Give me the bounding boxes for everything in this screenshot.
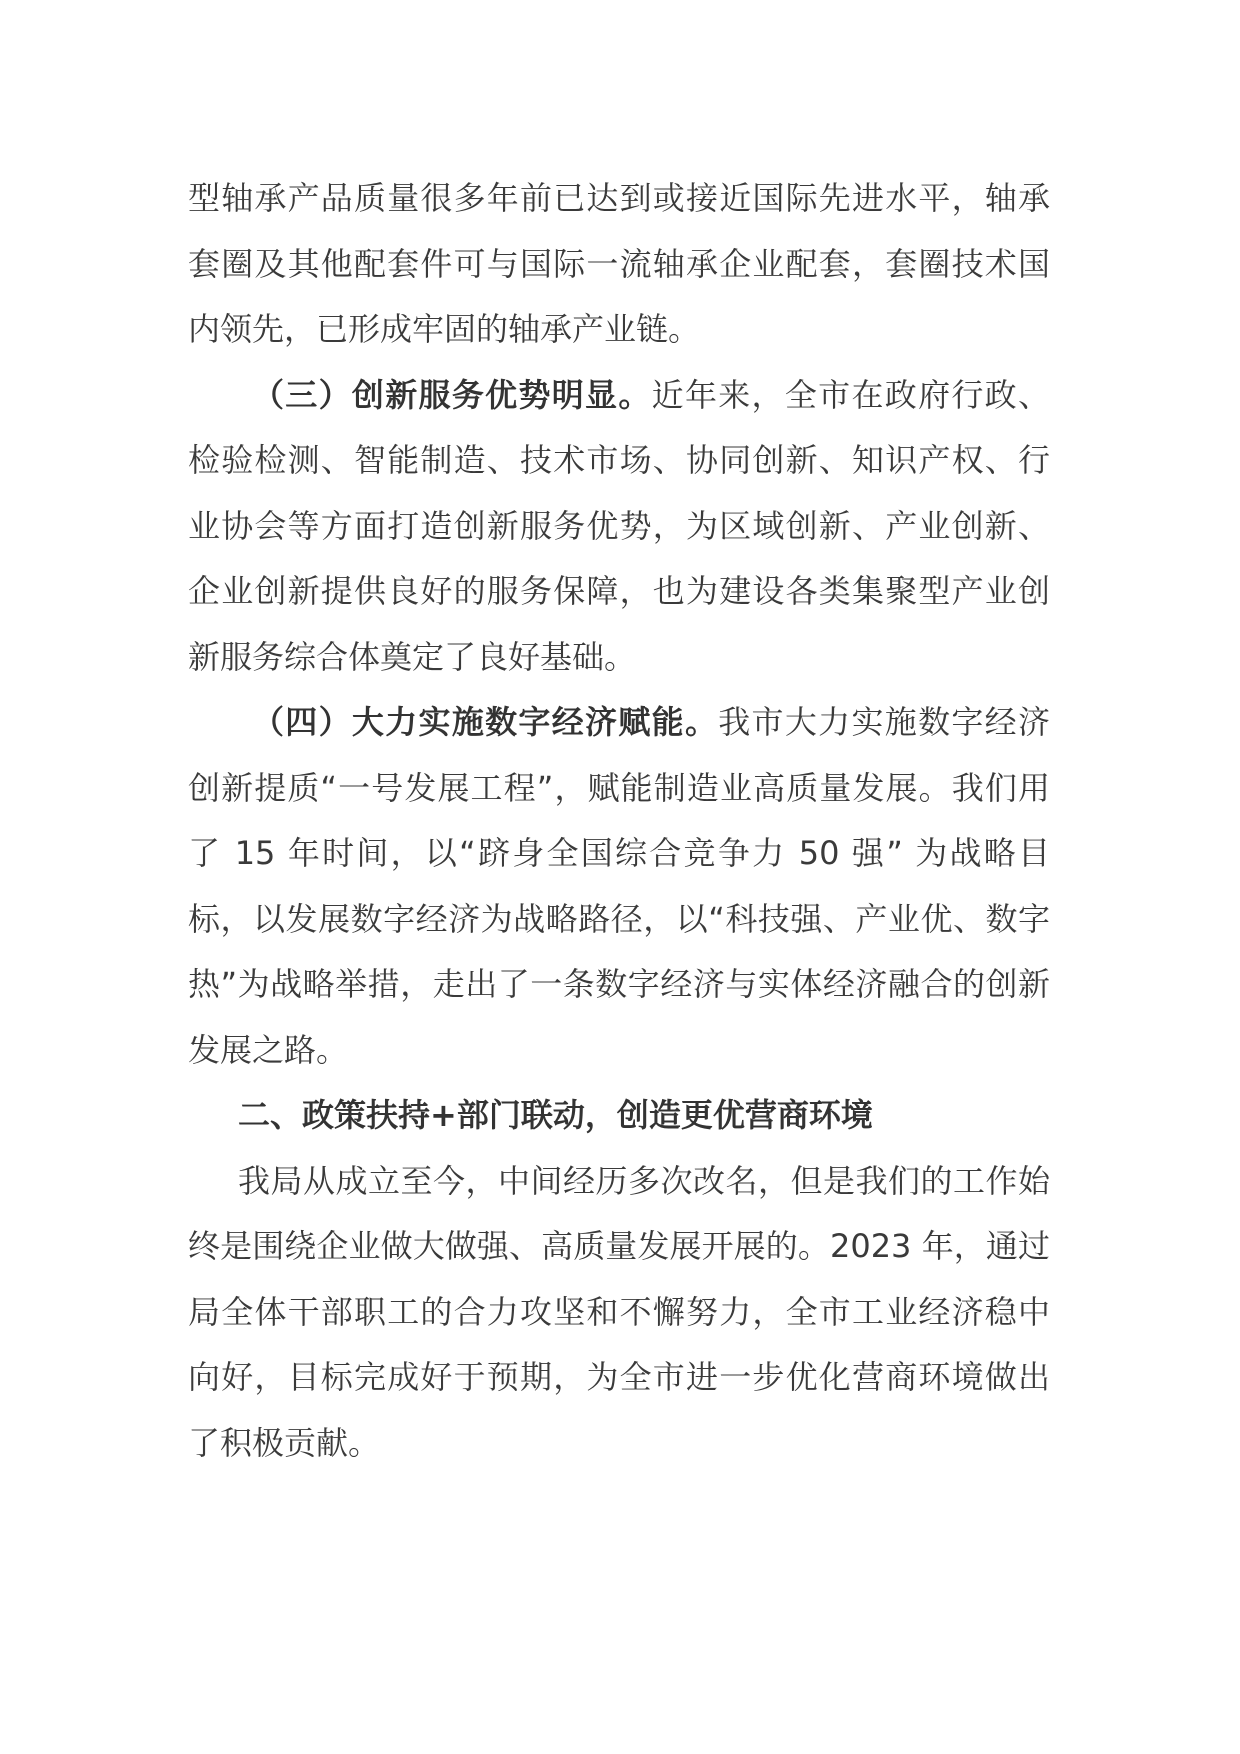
paragraph-innovation-services: [188, 363, 1050, 691]
section-lead-three: （三）创新服务优势明显。: [252, 375, 652, 414]
section-heading-two: 二、政策扶持+部门联动，创造更优营商环境: [238, 1096, 873, 1134]
paragraph-text: 我市大力实施数字经济创新提质“一号发展工程”，赋能制造业高质量发展。我们用了 15 年时间，以“跻身全国综合竞争力 50 强” 为战略目标，以发展数字经济为战略路径，以“科技强、产业优、数字热”为战略举措，走出了一条数字经济与实体经济融合的创新发展之路。: [188, 703, 1050, 1069]
paragraph-bureau-work: [188, 1149, 1050, 1477]
paragraph-bearing-industry: [188, 166, 1050, 363]
section-lead-four: （四）大力实施数字经济赋能。: [252, 703, 719, 741]
paragraph-text: 型轴承产品质量很多年前已达到或接近国际先进水平，轴承套圈及其他配套件可与国际一流轴承企业配套，套圈技术国内领先，已形成牢固的轴承产业链。: [188, 179, 1050, 348]
paragraph-text: 近年来，全市在政府行政、检验检测、智能制造、技术市场、协同创新、知识产权、行业协会等方面打造创新服务优势，为区域创新、产业创新、企业创新提供良好的服务保障，也为建设各类集聚型产业创新服务综合体奠定了良好基础。: [188, 375, 1050, 676]
paragraph-text: 我局从成立至今，中间经历多次改名，但是我们的工作始终是围绕企业做大做强、高质量发展开展的。2023 年，通过局全体干部职工的合力攻坚和不懈努力，全市工业经济稳中向好，目标完成好于预期，为全市进一步优化营商环境做出了积极贡献。: [188, 1161, 1050, 1462]
paragraph-digital-economy: [188, 690, 1050, 1083]
document-body: [188, 166, 1050, 1476]
